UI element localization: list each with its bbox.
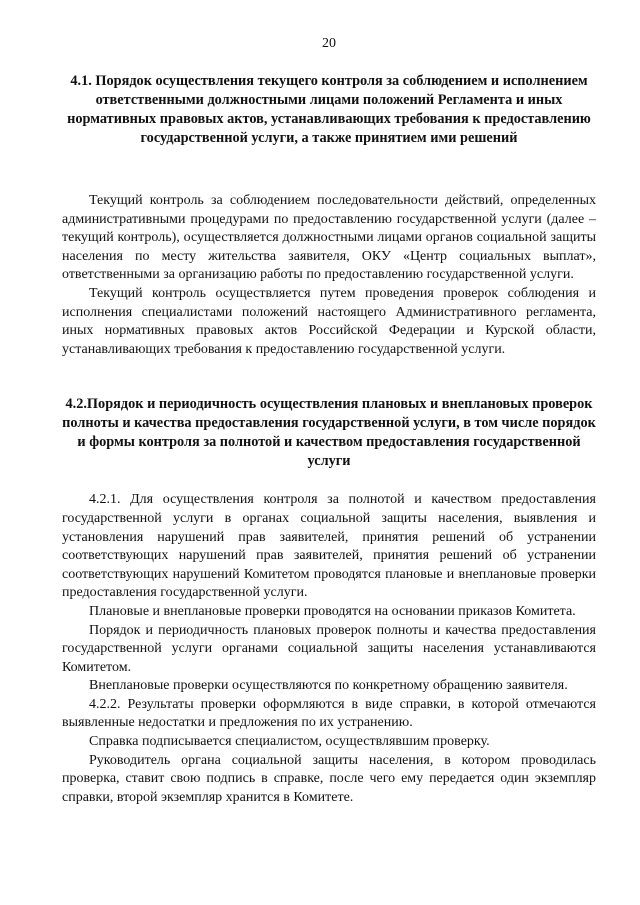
paragraph: Руководитель органа социальной защиты населения, в котором проводилась проверка, ставит свою подпись в справке, после чего ему передается один экземпляр справки, второй экземпляр хранится в Комитете. xyxy=(62,752,596,805)
section-heading-4-2: 4.2.Порядок и периодичность осуществления плановых и внеплановых проверок полноты и качества предоставления государственной услуги, в том числе порядок и формы контроля за полнотой и качеством предоставления государственной услуги xyxy=(62,396,596,470)
section-heading-4-1: 4.1. Порядок осуществления текущего контроля за соблюдением и исполнением ответственными должностными лицами положений Регламента и иных нормативных правовых актов, устанавливающих требования к предоставлению государственной услуги, а также принятием ими решений xyxy=(67,73,591,146)
paragraph: Внеплановые проверки осуществляются по конкретному обращению заявителя. xyxy=(89,678,568,694)
paragraph: 4.2.2. Результаты проверки оформляются в виде справки, в которой отмечаются выявленные недостатки и предложения по их устранению. xyxy=(62,696,596,731)
paragraph: Плановые и внеплановые проверки проводятся на основании приказов Комитета. xyxy=(89,603,576,619)
paragraph: Справка подписывается специалистом, осуществлявшим проверку. xyxy=(89,734,490,750)
section-4-2-body xyxy=(62,491,596,807)
paragraph: Порядок и периодичность плановых проверок полноты и качества предоставления государственной услуги органами социальной защиты населения устанавливаются Комитетом. xyxy=(62,622,596,675)
page-number: 20 xyxy=(322,36,336,51)
section-4-1-body xyxy=(62,192,596,359)
paragraph: Текущий контроль за соблюдением последовательности действий, определенных административными процедурами по предоставлению государственной услуги (далее – текущий контроль), осуществляется должностными лицами органов социальной защиты населения по месту жительства заявителя, ОКУ «Центр социальных выплат», ответственными за организацию работы по предоставлению государственной услуги. xyxy=(62,193,596,283)
paragraph: Текущий контроль осуществляется путем проведения проверок соблюдения и исполнения специалистами положений настоящего Административного регламента, иных нормативных правовых актов Российской Федерации и Курской области, устанавливающих требования к предоставлению государственной услуги. xyxy=(62,285,596,357)
paragraph: 4.2.1. Для осуществления контроля за полнотой и качеством предоставления государственной услуги в органах социальной защиты населения, выявления и установления нарушений прав заявителей, принятия решений об устранении соответствующих нарушений прав заявителей, принятия решений об устранении соответствующих нарушений Комитетом проводятся плановые и внеплановые проверки предоставления государственной услуги. xyxy=(62,492,596,601)
